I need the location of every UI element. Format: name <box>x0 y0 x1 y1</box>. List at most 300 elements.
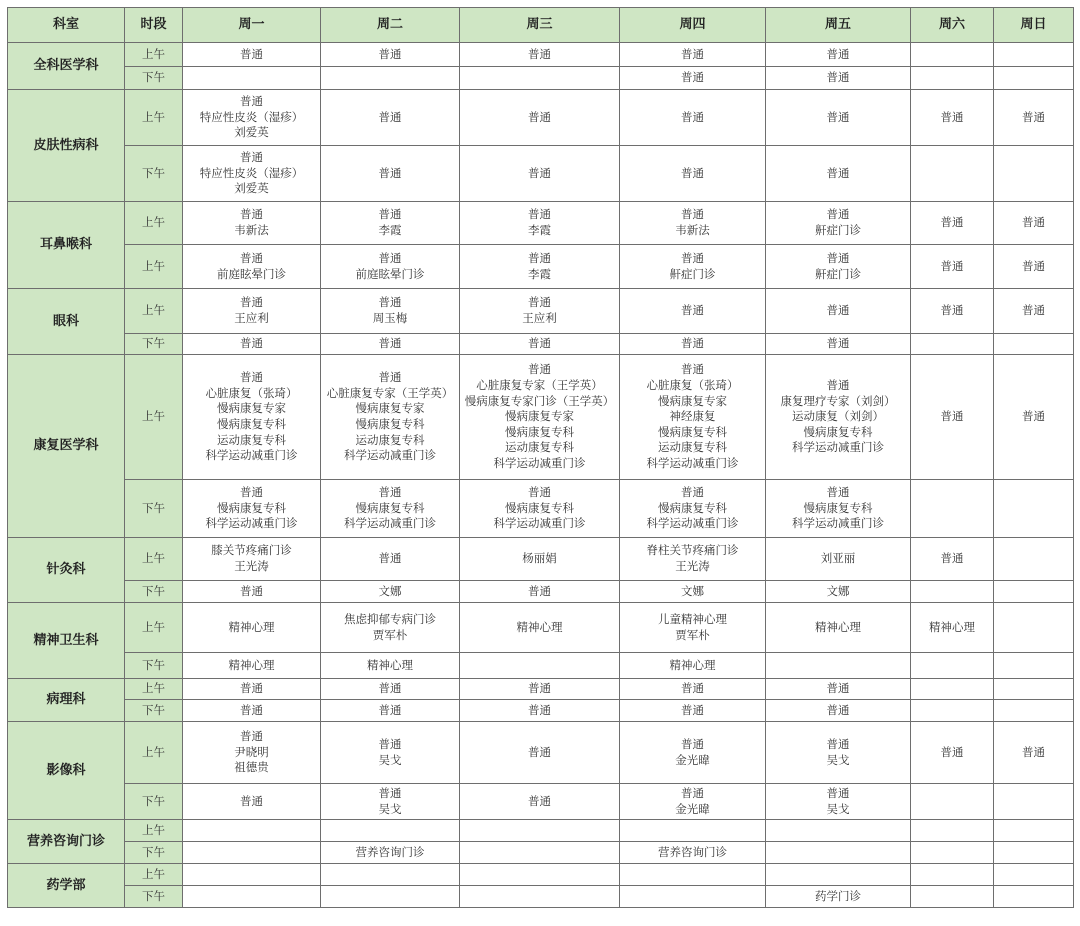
schedule-cell-sat <box>911 700 994 722</box>
schedule-cell-fri <box>766 820 911 842</box>
period-label: 上午 <box>125 43 183 67</box>
cell-line: 慢病康复专家门诊（王学英） <box>464 393 615 408</box>
cell-line: 普通 <box>240 729 263 744</box>
department-name: 全科医学科 <box>8 43 125 90</box>
cell-line: 文娜 <box>681 583 704 598</box>
cell-line: 刘亚丽 <box>820 551 856 566</box>
schedule-row <box>8 603 1074 653</box>
schedule-cell-sat <box>911 653 994 679</box>
schedule-cell-sun <box>994 289 1074 334</box>
schedule-cell-sat <box>911 202 994 245</box>
department-name: 眼科 <box>8 289 125 355</box>
schedule-cell-wed <box>460 355 620 480</box>
header-sat: 周六 <box>911 8 994 43</box>
cell-line: 王光涛 <box>234 559 269 573</box>
cell-line: 鼾症门诊 <box>669 266 716 281</box>
cell-line: 普通 <box>1022 215 1045 230</box>
cell-line: 普通 <box>940 303 964 318</box>
schedule-cell-mon <box>183 289 321 334</box>
schedule-cell-fri <box>766 581 911 603</box>
schedule-cell-thu <box>620 820 766 842</box>
schedule-cell-sun <box>994 90 1074 146</box>
cell-line: 慢病康复专家 <box>505 409 574 424</box>
schedule-cell-tue <box>321 480 460 538</box>
schedule-cell-sat <box>911 355 994 480</box>
schedule-cell-tue <box>321 842 460 864</box>
schedule-cell-sun <box>994 722 1074 784</box>
cell-line: 心脏康复（张琦） <box>646 378 739 393</box>
schedule-row <box>8 43 1074 67</box>
cell-line: 精神心理 <box>929 619 975 634</box>
cell-line: 慢病康复专科 <box>355 500 425 515</box>
schedule-cell-fri <box>766 886 911 908</box>
period-label: 上午 <box>125 722 183 784</box>
schedule-cell-mon <box>183 820 321 842</box>
cell-line: 慢病康复专科 <box>658 500 727 515</box>
cell-line: 特应性皮炎（湿疹） <box>199 165 304 180</box>
cell-line: 焦虑抑郁专病门诊 <box>344 611 436 626</box>
schedule-cell-tue <box>321 334 460 355</box>
schedule-row <box>8 784 1074 820</box>
cell-line: 普通 <box>528 295 551 310</box>
period-label: 上午 <box>125 679 183 700</box>
cell-line: 普通 <box>681 250 704 265</box>
schedule-cell-sat <box>911 722 994 784</box>
cell-line: 吴戈 <box>378 801 402 816</box>
schedule-cell-thu <box>620 603 766 653</box>
cell-line: 脊柱关节疼痛门诊 <box>646 543 739 558</box>
schedule-row <box>8 538 1074 581</box>
cell-line: 李霞 <box>528 223 551 237</box>
cell-line: 普通 <box>528 165 551 180</box>
schedule-cell-mon <box>183 864 321 886</box>
department-name: 针灸科 <box>8 538 125 603</box>
cell-line: 普通 <box>378 370 402 385</box>
schedule-cell-fri <box>766 842 911 864</box>
cell-line: 韦新法 <box>234 223 269 237</box>
cell-line: 鼾症门诊 <box>815 223 861 237</box>
schedule-cell-mon <box>183 90 321 146</box>
schedule-cell-tue <box>321 67 460 90</box>
schedule-row <box>8 842 1074 864</box>
schedule-cell-fri <box>766 90 911 146</box>
cell-line: 慢病康复专科 <box>505 500 574 515</box>
header-wed: 周三 <box>460 8 620 43</box>
schedule-cell-wed <box>460 146 620 202</box>
cell-line: 普通 <box>378 295 402 310</box>
cell-line: 周玉梅 <box>372 311 408 325</box>
cell-line: 普通 <box>826 378 850 393</box>
cell-line: 李霞 <box>528 266 551 281</box>
schedule-cell-tue <box>321 603 460 653</box>
schedule-cell-thu <box>620 334 766 355</box>
cell-line: 普通 <box>240 295 263 310</box>
schedule-cell-fri <box>766 603 911 653</box>
schedule-table <box>7 7 1074 908</box>
schedule-cell-mon <box>183 722 321 784</box>
cell-line: 心脏康复专家（王学英） <box>476 378 603 393</box>
schedule-cell-sun <box>994 581 1074 603</box>
schedule-cell-wed <box>460 784 620 820</box>
cell-line: 普通 <box>378 736 402 751</box>
schedule-cell-sun <box>994 538 1074 581</box>
schedule-row <box>8 700 1074 722</box>
schedule-cell-sat <box>911 886 994 908</box>
schedule-cell-tue <box>321 864 460 886</box>
cell-line: 祖德贵 <box>234 760 269 775</box>
schedule-cell-wed <box>460 480 620 538</box>
schedule-cell-wed <box>460 603 620 653</box>
cell-line: 刘爱英 <box>234 181 269 196</box>
schedule-cell-mon <box>183 245 321 289</box>
cell-line: 科学运动减重门诊 <box>205 448 298 463</box>
schedule-cell-fri <box>766 146 911 202</box>
schedule-cell-tue <box>321 722 460 784</box>
schedule-cell-mon <box>183 581 321 603</box>
schedule-cell-sat <box>911 538 994 581</box>
cell-line: 精神心理 <box>815 619 861 634</box>
schedule-cell-thu <box>620 700 766 722</box>
schedule-cell-fri <box>766 864 911 886</box>
cell-line: 普通 <box>681 736 704 751</box>
cell-line: 王光涛 <box>675 559 710 573</box>
cell-line: 贾军朴 <box>675 627 710 642</box>
cell-line: 金光暐 <box>675 752 710 767</box>
cell-line: 普通 <box>940 744 964 759</box>
schedule-cell-sun <box>994 842 1074 864</box>
cell-line: 普通 <box>681 785 704 800</box>
cell-line: 金光暐 <box>675 801 710 816</box>
schedule-cell-sat <box>911 581 994 603</box>
period-label: 上午 <box>125 289 183 334</box>
cell-line: 慢病康复专家 <box>658 393 727 408</box>
schedule-cell-fri <box>766 653 911 679</box>
cell-line: 心脏康复（张琦） <box>205 385 298 400</box>
schedule-cell-thu <box>620 653 766 679</box>
schedule-cell-thu <box>620 581 766 603</box>
header-mon: 周一 <box>183 8 321 43</box>
department-name: 药学部 <box>8 864 125 908</box>
cell-line: 普通 <box>940 215 964 230</box>
cell-line: 科学运动减重门诊 <box>792 440 884 455</box>
cell-line: 普通 <box>528 485 551 500</box>
cell-line: 杨丽娟 <box>522 551 557 566</box>
schedule-cell-thu <box>620 67 766 90</box>
cell-line: 普通 <box>826 485 850 500</box>
schedule-cell-sun <box>994 67 1074 90</box>
schedule-cell-tue <box>321 90 460 146</box>
cell-line: 普通 <box>528 250 551 265</box>
schedule-cell-thu <box>620 842 766 864</box>
cell-line: 普通 <box>528 583 551 598</box>
cell-line: 鼾症门诊 <box>815 266 861 281</box>
cell-line: 普通 <box>240 583 263 598</box>
cell-line: 普通 <box>940 409 964 424</box>
cell-line: 运动康复（刘剑） <box>792 409 884 424</box>
schedule-cell-sun <box>994 679 1074 700</box>
cell-line: 普通 <box>681 165 704 180</box>
cell-line: 普通 <box>378 109 402 124</box>
schedule-cell-tue <box>321 202 460 245</box>
period-label: 下午 <box>125 334 183 355</box>
cell-line: 普通 <box>528 744 551 759</box>
cell-line: 普通 <box>240 250 263 265</box>
schedule-cell-tue <box>321 653 460 679</box>
schedule-cell-sat <box>911 67 994 90</box>
period-label: 下午 <box>125 67 183 90</box>
schedule-row <box>8 480 1074 538</box>
schedule-row <box>8 679 1074 700</box>
cell-line: 普通 <box>826 165 850 180</box>
schedule-cell-thu <box>620 480 766 538</box>
schedule-cell-wed <box>460 538 620 581</box>
cell-line: 普通 <box>1022 409 1045 424</box>
cell-line: 普通 <box>378 46 402 61</box>
schedule-cell-fri <box>766 538 911 581</box>
schedule-row <box>8 67 1074 90</box>
schedule-cell-sat <box>911 289 994 334</box>
period-label: 上午 <box>125 820 183 842</box>
cell-line: 普通 <box>681 336 704 351</box>
header-period: 时段 <box>125 8 183 43</box>
cell-line: 吴戈 <box>378 752 402 767</box>
cell-line: 普通 <box>528 207 551 222</box>
schedule-cell-mon <box>183 842 321 864</box>
schedule-body <box>8 43 1074 908</box>
schedule-cell-tue <box>321 538 460 581</box>
schedule-cell-wed <box>460 202 620 245</box>
schedule-cell-tue <box>321 886 460 908</box>
cell-line: 普通 <box>528 336 551 351</box>
cell-line: 慢病康复专科 <box>217 417 286 431</box>
cell-line: 普通 <box>1022 744 1045 759</box>
schedule-cell-thu <box>620 289 766 334</box>
schedule-cell-thu <box>620 202 766 245</box>
cell-line: 普通 <box>528 793 551 808</box>
schedule-cell-mon <box>183 67 321 90</box>
cell-line: 运动康复专科 <box>355 432 425 447</box>
schedule-cell-thu <box>620 886 766 908</box>
cell-line: 科学运动减重门诊 <box>646 516 739 531</box>
cell-line: 普通 <box>681 207 704 222</box>
cell-line: 精神心理 <box>669 657 716 672</box>
cell-line: 普通 <box>240 485 263 500</box>
schedule-cell-wed <box>460 679 620 700</box>
schedule-cell-fri <box>766 245 911 289</box>
period-label: 上午 <box>125 538 183 581</box>
schedule-cell-sun <box>994 480 1074 538</box>
schedule-cell-tue <box>321 146 460 202</box>
schedule-row <box>8 722 1074 784</box>
cell-line: 普通 <box>826 46 850 61</box>
cell-line: 慢病康复专科 <box>658 424 727 439</box>
schedule-cell-wed <box>460 334 620 355</box>
cell-line: 普通 <box>240 150 263 165</box>
department-name: 耳鼻喉科 <box>8 202 125 289</box>
cell-line: 普通 <box>378 702 402 717</box>
schedule-cell-tue <box>321 784 460 820</box>
schedule-cell-sun <box>994 603 1074 653</box>
cell-line: 普通 <box>826 303 850 318</box>
cell-line: 精神心理 <box>228 619 275 634</box>
department-name: 影像科 <box>8 722 125 820</box>
schedule-cell-sat <box>911 784 994 820</box>
schedule-cell-thu <box>620 722 766 784</box>
department-name: 精神卫生科 <box>8 603 125 679</box>
cell-line: 精神心理 <box>228 657 275 672</box>
cell-line: 普通 <box>1022 109 1045 124</box>
cell-line: 科学运动减重门诊 <box>493 455 586 470</box>
cell-line: 普通 <box>378 336 402 351</box>
schedule-row <box>8 90 1074 146</box>
schedule-cell-sun <box>994 820 1074 842</box>
schedule-cell-sat <box>911 146 994 202</box>
schedule-row <box>8 245 1074 289</box>
cell-line: 慢病康复专家 <box>355 401 425 416</box>
period-label: 上午 <box>125 603 183 653</box>
cell-line: 慢病康复专科 <box>803 500 873 515</box>
cell-line: 吴戈 <box>826 801 850 816</box>
schedule-cell-tue <box>321 289 460 334</box>
cell-line: 普通 <box>528 681 551 696</box>
schedule-cell-wed <box>460 886 620 908</box>
schedule-cell-sat <box>911 603 994 653</box>
schedule-cell-tue <box>321 820 460 842</box>
schedule-cell-fri <box>766 480 911 538</box>
header-fri: 周五 <box>766 8 911 43</box>
cell-line: 普通 <box>528 46 551 61</box>
schedule-cell-tue <box>321 245 460 289</box>
cell-line: 普通 <box>378 681 402 696</box>
schedule-cell-wed <box>460 653 620 679</box>
cell-line: 普通 <box>1022 303 1045 318</box>
cell-line: 普通 <box>826 785 850 800</box>
cell-line: 慢病康复专家 <box>217 401 286 416</box>
cell-line: 贾军朴 <box>372 627 408 642</box>
cell-line: 普通 <box>1022 258 1045 273</box>
period-label: 下午 <box>125 784 183 820</box>
schedule-cell-thu <box>620 538 766 581</box>
cell-line: 普通 <box>681 702 704 717</box>
schedule-cell-sun <box>994 245 1074 289</box>
cell-line: 科学运动减重门诊 <box>344 516 436 531</box>
cell-line: 慢病康复专科 <box>355 417 425 431</box>
cell-line: 普通 <box>681 485 704 500</box>
cell-line: 普通 <box>378 165 402 180</box>
cell-line: 运动康复专科 <box>217 432 286 447</box>
period-label: 上午 <box>125 202 183 245</box>
period-label: 下午 <box>125 653 183 679</box>
header-dept: 科室 <box>8 8 125 43</box>
schedule-row <box>8 355 1074 480</box>
schedule-cell-thu <box>620 679 766 700</box>
schedule-cell-tue <box>321 581 460 603</box>
schedule-cell-sun <box>994 334 1074 355</box>
cell-line: 吴戈 <box>826 752 850 767</box>
schedule-cell-thu <box>620 146 766 202</box>
schedule-cell-fri <box>766 202 911 245</box>
cell-line: 膝关节疼痛门诊 <box>211 543 292 558</box>
schedule-cell-sat <box>911 679 994 700</box>
cell-line: 王应利 <box>234 311 269 325</box>
department-name: 营养咨询门诊 <box>8 820 125 864</box>
cell-line: 普通 <box>378 250 402 265</box>
schedule-cell-mon <box>183 355 321 480</box>
schedule-row <box>8 864 1074 886</box>
schedule-cell-mon <box>183 679 321 700</box>
schedule-cell-mon <box>183 480 321 538</box>
schedule-cell-thu <box>620 90 766 146</box>
schedule-cell-mon <box>183 603 321 653</box>
period-label: 下午 <box>125 886 183 908</box>
department-name: 康复医学科 <box>8 355 125 538</box>
cell-line: 普通 <box>240 336 263 351</box>
cell-line: 普通 <box>378 485 402 500</box>
cell-line: 普通 <box>528 362 551 377</box>
cell-line: 慢病康复专科 <box>217 500 286 515</box>
cell-line: 精神心理 <box>516 619 563 634</box>
schedule-cell-sun <box>994 146 1074 202</box>
cell-line: 普通 <box>528 109 551 124</box>
schedule-cell-mon <box>183 700 321 722</box>
cell-line: 科学运动减重门诊 <box>344 448 436 463</box>
schedule-cell-mon <box>183 43 321 67</box>
cell-line: 普通 <box>681 70 704 85</box>
period-label: 下午 <box>125 842 183 864</box>
cell-line: 普通 <box>240 46 263 61</box>
schedule-cell-fri <box>766 67 911 90</box>
cell-line: 儿童精神心理 <box>658 611 727 626</box>
schedule-cell-mon <box>183 784 321 820</box>
period-label: 下午 <box>125 700 183 722</box>
schedule-cell-wed <box>460 67 620 90</box>
schedule-cell-mon <box>183 146 321 202</box>
cell-line: 普通 <box>378 785 402 800</box>
cell-line: 科学运动减重门诊 <box>493 516 586 531</box>
cell-line: 普通 <box>826 736 850 751</box>
schedule-cell-sun <box>994 653 1074 679</box>
cell-line: 特应性皮炎（湿疹） <box>199 109 304 124</box>
cell-line: 普通 <box>378 551 402 566</box>
cell-line: 慢病康复专科 <box>803 424 873 439</box>
schedule-cell-sat <box>911 820 994 842</box>
period-label: 上午 <box>125 245 183 289</box>
schedule-cell-wed <box>460 289 620 334</box>
schedule-cell-thu <box>620 355 766 480</box>
cell-line: 普通 <box>240 207 263 222</box>
period-label: 下午 <box>125 146 183 202</box>
schedule-cell-fri <box>766 784 911 820</box>
schedule-cell-sat <box>911 480 994 538</box>
schedule-cell-mon <box>183 886 321 908</box>
schedule-cell-fri <box>766 334 911 355</box>
schedule-row <box>8 289 1074 334</box>
schedule-cell-wed <box>460 820 620 842</box>
header-tue: 周二 <box>321 8 460 43</box>
schedule-cell-wed <box>460 581 620 603</box>
cell-line: 普通 <box>240 94 263 109</box>
schedule-row <box>8 581 1074 603</box>
cell-line: 尹晓明 <box>234 744 269 759</box>
cell-line: 李霞 <box>378 223 402 237</box>
schedule-cell-fri <box>766 679 911 700</box>
schedule-cell-sat <box>911 334 994 355</box>
schedule-cell-fri <box>766 722 911 784</box>
schedule-cell-wed <box>460 90 620 146</box>
cell-line: 前庭眩晕门诊 <box>355 266 425 281</box>
cell-line: 营养咨询门诊 <box>658 844 727 859</box>
cell-line: 普通 <box>826 207 850 222</box>
